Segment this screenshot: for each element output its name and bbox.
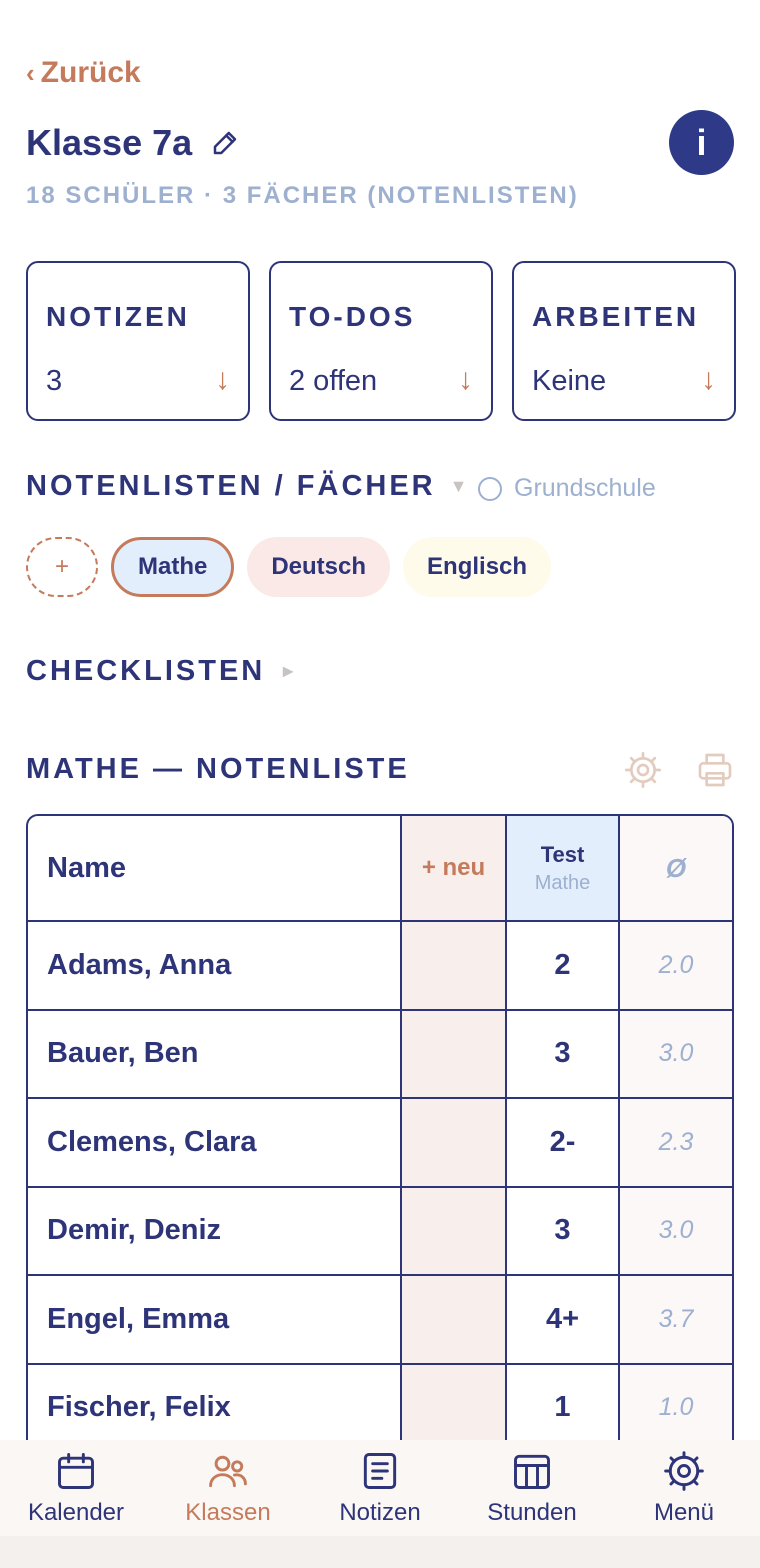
average-cell: 3.0 <box>620 1011 732 1098</box>
gradelist-header <box>26 753 410 786</box>
arrow-down-icon: ↓ <box>215 363 230 396</box>
table-row <box>28 1276 732 1365</box>
nav-item-kalender[interactable] <box>6 1449 146 1527</box>
new-grade-cell[interactable] <box>402 1099 507 1186</box>
users-icon <box>206 1449 250 1493</box>
average-cell: 2.3 <box>620 1099 732 1186</box>
table-row <box>28 1099 732 1188</box>
arrow-down-icon: ↓ <box>458 363 473 396</box>
table-header-row <box>28 816 732 922</box>
test-subject: Mathe <box>534 871 591 894</box>
add-subject-button[interactable] <box>26 537 98 597</box>
table-row <box>28 1188 732 1277</box>
table-row <box>28 922 732 1011</box>
info-button[interactable] <box>669 110 734 175</box>
gear-icon <box>662 1449 706 1493</box>
radio-label: Grundschule <box>514 474 656 502</box>
notes-card[interactable] <box>26 261 250 421</box>
subject-chips <box>26 537 551 597</box>
section-title: NOTENLISTEN / FÄCHER <box>26 470 436 502</box>
page-title: Klasse 7a <box>26 122 193 163</box>
grundschule-toggle[interactable] <box>478 474 656 503</box>
new-grade-cell[interactable] <box>402 1011 507 1098</box>
subjects-section-header[interactable] <box>26 470 467 503</box>
chip-englisch[interactable]: Englisch <box>403 537 551 597</box>
column-header-test[interactable] <box>507 816 620 920</box>
arrow-down-icon: ↓ <box>701 363 716 396</box>
back-label: Zurück <box>40 56 141 89</box>
nav-item-menu[interactable] <box>614 1449 754 1527</box>
pencil-icon[interactable] <box>210 128 240 158</box>
grade-cell[interactable]: 4+ <box>507 1276 620 1363</box>
new-grade-cell[interactable] <box>402 1188 507 1275</box>
timetable-icon <box>510 1449 554 1493</box>
checklists-section-header[interactable] <box>26 655 297 688</box>
new-grade-cell[interactable] <box>402 922 507 1009</box>
card-label: NOTIZEN <box>46 301 190 332</box>
grade-cell[interactable]: 3 <box>507 1011 620 1098</box>
calendar-icon <box>54 1449 98 1493</box>
system-navigation-bar <box>0 1536 760 1568</box>
chip-deutsch[interactable]: Deutsch <box>247 537 390 597</box>
card-label: TO-DOS <box>289 301 416 332</box>
gradelist-title: MATHE — NOTENLISTE <box>26 753 410 785</box>
grade-cell[interactable]: 2 <box>507 922 620 1009</box>
grade-cell[interactable]: 1 <box>507 1365 620 1452</box>
card-value: Keine <box>532 365 607 397</box>
nav-item-notizen[interactable] <box>310 1449 450 1527</box>
nav-label: Stunden <box>487 1499 577 1526</box>
plus-icon: + <box>54 553 69 580</box>
average-cell: 2.0 <box>620 922 732 1009</box>
grade-cell[interactable]: 2- <box>507 1099 620 1186</box>
grade-cell[interactable]: 3 <box>507 1188 620 1275</box>
new-grade-cell[interactable] <box>402 1365 507 1452</box>
card-value: 3 <box>46 365 63 397</box>
nav-label: Klassen <box>185 1499 271 1526</box>
nav-label: Notizen <box>339 1499 421 1526</box>
column-header-name: Name <box>28 816 402 920</box>
student-name[interactable]: Adams, Anna <box>28 922 402 1009</box>
triangle-right-icon[interactable]: ► <box>279 661 298 681</box>
table-row <box>28 1011 732 1100</box>
test-title: Test <box>540 841 585 867</box>
student-name[interactable]: Demir, Deniz <box>28 1188 402 1275</box>
bottom-navigation <box>0 1440 760 1536</box>
column-header-average: Ø <box>620 816 732 920</box>
nav-item-stunden[interactable] <box>462 1449 602 1527</box>
chevron-left-icon: ‹ <box>26 57 35 88</box>
printer-icon[interactable] <box>695 750 735 790</box>
radio-icon <box>478 477 502 501</box>
student-name[interactable]: Clemens, Clara <box>28 1099 402 1186</box>
new-grade-cell[interactable] <box>402 1276 507 1363</box>
todos-card[interactable] <box>269 261 493 421</box>
student-name[interactable]: Engel, Emma <box>28 1276 402 1363</box>
student-name[interactable]: Fischer, Felix <box>28 1365 402 1452</box>
section-title: CHECKLISTEN <box>26 655 266 687</box>
card-label: ARBEITEN <box>532 301 700 332</box>
average-cell: 3.7 <box>620 1276 732 1363</box>
grade-table <box>26 814 734 1455</box>
title-row <box>26 122 240 164</box>
nav-label: Menü <box>653 1499 715 1526</box>
gradelist-toolbar <box>623 750 735 790</box>
triangle-down-icon[interactable]: ▼ <box>449 476 468 496</box>
average-cell: 3.0 <box>620 1188 732 1275</box>
class-subtitle: 18 SCHÜLER · 3 FÄCHER (NOTENLISTEN) <box>26 182 579 209</box>
student-name[interactable]: Bauer, Ben <box>28 1011 402 1098</box>
nav-label: Kalender <box>27 1499 125 1526</box>
info-icon: i <box>696 121 707 163</box>
summary-cards <box>26 261 736 421</box>
back-button[interactable] <box>26 56 141 90</box>
nav-item-klassen[interactable] <box>158 1449 298 1527</box>
add-column-button[interactable]: + neu <box>402 816 507 920</box>
average-cell: 1.0 <box>620 1365 732 1452</box>
chip-mathe[interactable]: Mathe <box>111 537 234 597</box>
notes-icon <box>358 1449 402 1493</box>
gear-icon[interactable] <box>623 750 663 790</box>
exams-card[interactable] <box>512 261 736 421</box>
card-value: 2 offen <box>289 365 378 397</box>
